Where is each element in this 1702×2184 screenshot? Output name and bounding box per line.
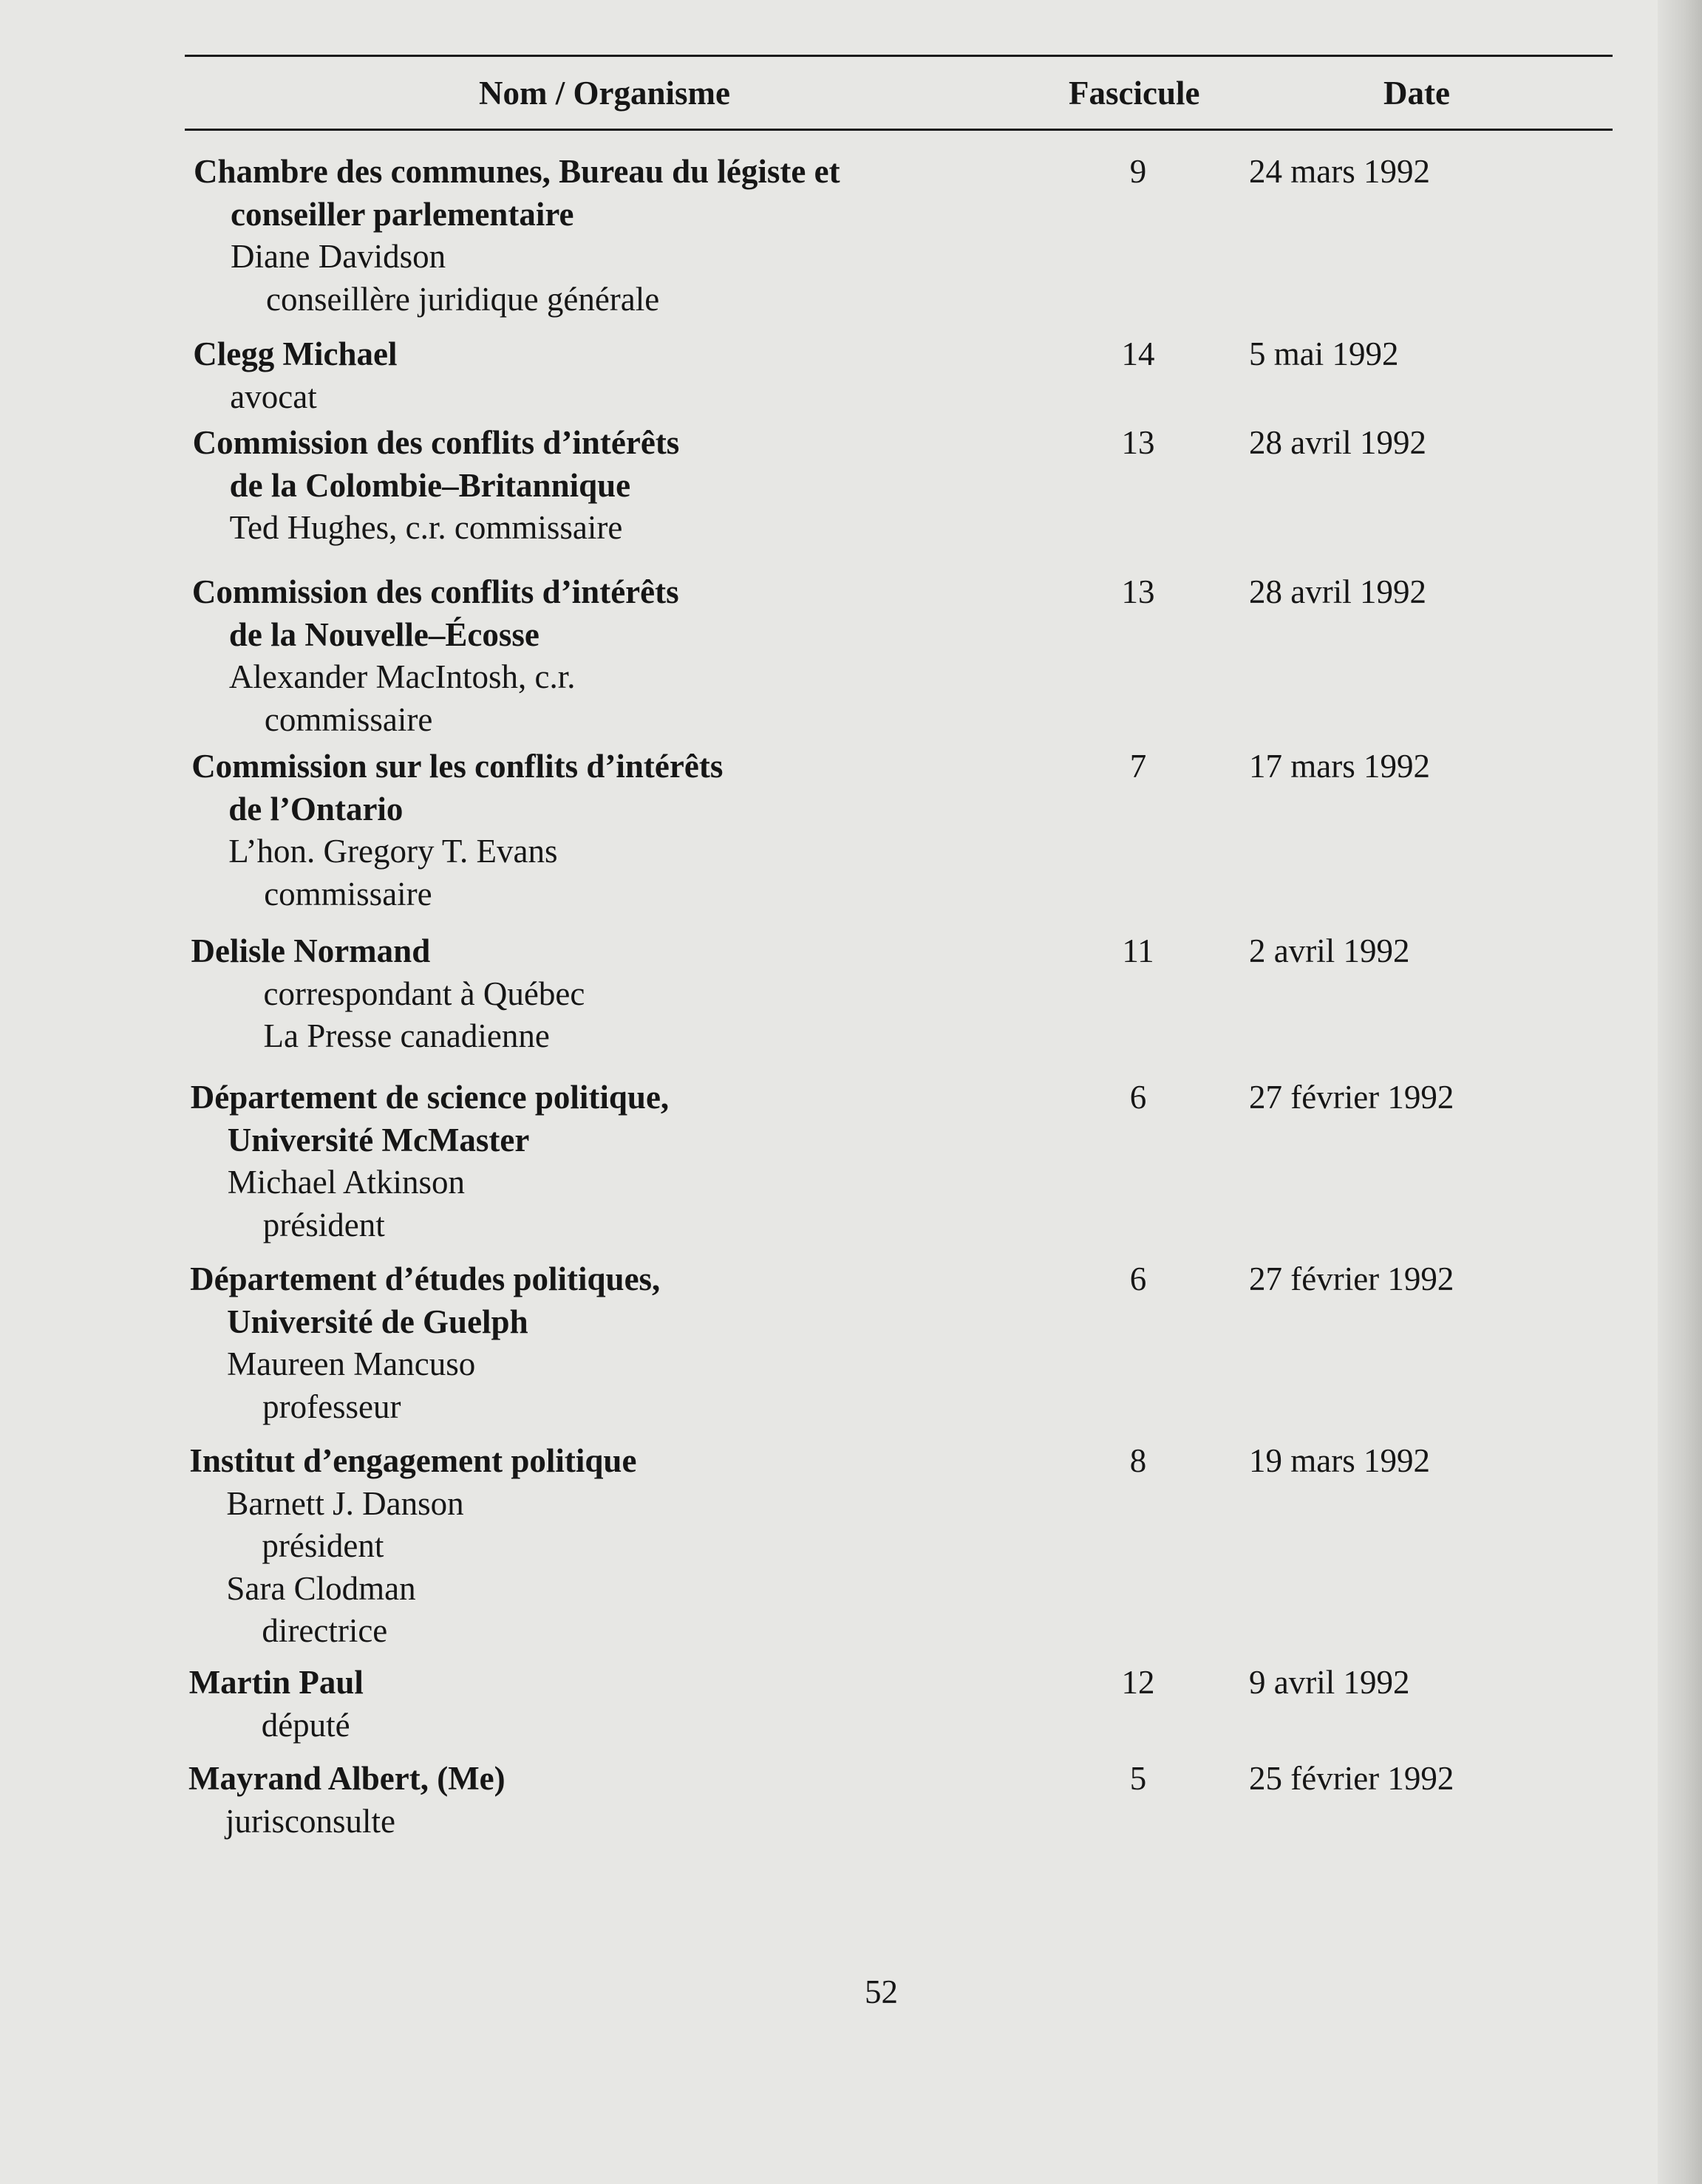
organism-name: Commission des conflits d’intérêts xyxy=(192,424,680,461)
organism-name: Mayrand Albert, (Me) xyxy=(188,1760,506,1797)
organism-name: Institut d’engagement politique xyxy=(189,1442,637,1479)
witness-line: commissaire xyxy=(264,700,433,738)
page-number: 52 xyxy=(865,1973,898,2010)
organism-name: Université de Guelph xyxy=(227,1303,528,1340)
organism-name: Delisle Normand xyxy=(191,932,431,969)
hearing-date: 25 février 1992 xyxy=(1249,1760,1454,1797)
witness-line: commissaire xyxy=(264,875,432,912)
witness-line: avocat xyxy=(230,378,317,415)
header-rule xyxy=(185,129,1613,131)
header-name: Nom / Organisme xyxy=(479,75,730,112)
hearing-date: 28 avril 1992 xyxy=(1249,573,1426,610)
page-edge-shadow xyxy=(1658,0,1702,2184)
witness-line: correspondant à Québec xyxy=(263,975,585,1012)
witness-line: directrice xyxy=(262,1612,388,1649)
witness-line: jurisconsulte xyxy=(225,1802,395,1840)
witness-line: Diane Davidson xyxy=(231,238,446,275)
fascicule-number: 13 xyxy=(1121,424,1155,461)
witness-line: Alexander MacIntosh, c.r. xyxy=(228,658,576,695)
hearing-date: 17 mars 1992 xyxy=(1249,748,1430,785)
witness-line: président xyxy=(262,1527,384,1564)
witness-line: Ted Hughes, c.r. commissaire xyxy=(229,509,623,546)
organism-name: Clegg Michael xyxy=(193,335,398,372)
witness-line: député xyxy=(261,1706,350,1744)
hearing-date: 5 mai 1992 xyxy=(1249,335,1399,372)
fascicule-number: 13 xyxy=(1121,573,1155,610)
organism-name: de la Nouvelle–Écosse xyxy=(228,615,539,653)
organism-name: Département de science politique, xyxy=(190,1079,670,1116)
fascicule-number: 14 xyxy=(1121,335,1155,372)
hearing-date: 28 avril 1992 xyxy=(1249,424,1426,461)
header-date: Date xyxy=(1383,75,1450,112)
hearing-date: 27 février 1992 xyxy=(1249,1079,1454,1116)
organism-name: Université McMaster xyxy=(227,1121,530,1158)
fascicule-number: 8 xyxy=(1129,1442,1147,1479)
organism-name: de la Colombie–Britannique xyxy=(229,466,631,504)
fascicule-number: 5 xyxy=(1129,1760,1147,1797)
witness-line: L’hon. Gregory T. Evans xyxy=(228,833,558,870)
witness-line: professeur xyxy=(262,1388,401,1425)
fascicule-number: 6 xyxy=(1129,1079,1147,1116)
organism-name: de l’Ontario xyxy=(228,790,404,827)
fascicule-number: 12 xyxy=(1121,1664,1155,1701)
hearing-date: 27 février 1992 xyxy=(1249,1260,1454,1297)
hearing-date: 9 avril 1992 xyxy=(1249,1664,1410,1701)
hearing-date: 24 mars 1992 xyxy=(1249,153,1430,190)
witness-line: Maureen Mancuso xyxy=(227,1345,476,1382)
witness-line: Barnett J. Danson xyxy=(226,1484,464,1522)
organism-name: Département d’études politiques, xyxy=(190,1260,661,1297)
fascicule-number: 6 xyxy=(1129,1260,1147,1297)
organism-name: Commission des conflits d’intérêts xyxy=(191,573,679,610)
hearing-date: 19 mars 1992 xyxy=(1249,1442,1430,1479)
organism-name: Chambre des communes, Bureau du légiste et xyxy=(194,153,840,190)
organism-name: Commission sur les conflits d’intérêts xyxy=(191,748,724,785)
hearing-date: 2 avril 1992 xyxy=(1249,932,1410,969)
witness-line: La Presse canadienne xyxy=(263,1017,550,1054)
witness-line: Sara Clodman xyxy=(226,1569,416,1607)
fascicule-number: 9 xyxy=(1129,153,1147,190)
witness-line: conseillère juridique générale xyxy=(266,280,660,318)
witness-line: président xyxy=(262,1206,385,1243)
header-fascicule: Fascicule xyxy=(1069,75,1200,112)
organism-name: Martin Paul xyxy=(188,1664,364,1701)
top-rule xyxy=(185,55,1613,57)
organism-name: conseiller parlementaire xyxy=(231,195,574,233)
witness-line: Michael Atkinson xyxy=(227,1164,466,1201)
fascicule-number: 11 xyxy=(1122,932,1154,969)
fascicule-number: 7 xyxy=(1129,748,1147,785)
